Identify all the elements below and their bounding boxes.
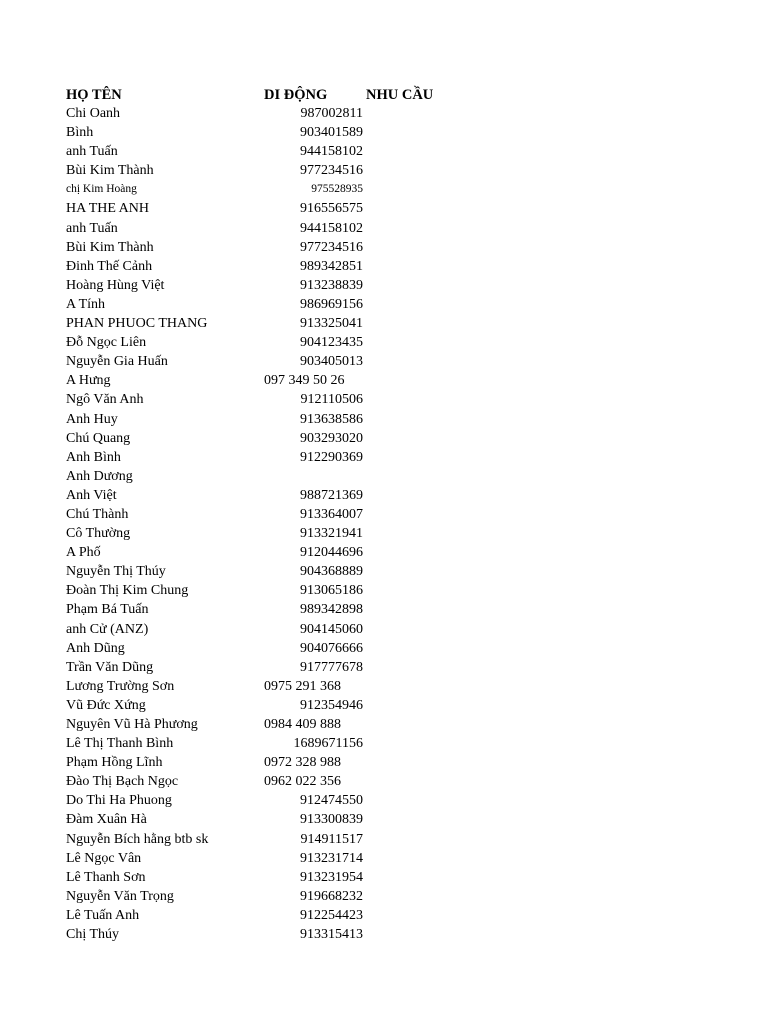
- table-row: [0, 581, 768, 600]
- table-row: [0, 849, 768, 868]
- table-row: [0, 238, 768, 257]
- contact-name: Chị Thúy: [66, 927, 120, 943]
- contact-name: Ngô Văn Anh: [66, 392, 144, 408]
- contact-phone: 912110506: [300, 392, 363, 408]
- table-row: [0, 734, 768, 753]
- table-row: [0, 543, 768, 562]
- contact-phone: 989342898: [300, 602, 363, 618]
- contact-name: A Tính: [66, 296, 106, 312]
- contact-name: Vũ Đức Xứng: [66, 697, 146, 713]
- table-row: [0, 276, 768, 295]
- contact-phone: 903293020: [300, 430, 363, 446]
- table-row: [0, 639, 768, 658]
- contact-phone: 903401589: [300, 125, 363, 141]
- table-row: [0, 772, 768, 791]
- contact-name: Lê Tuấn Anh: [66, 907, 140, 923]
- table-row: [0, 696, 768, 715]
- contact-name: Đào Thị Bạch Ngọc: [66, 774, 179, 790]
- contact-name: Anh Việt: [66, 487, 117, 503]
- table-row: [0, 142, 768, 161]
- contact-phone: 975528935: [311, 183, 363, 196]
- table-row: [0, 925, 768, 944]
- contact-phone: 0984 409 888: [264, 717, 341, 732]
- contact-phone: 1689671156: [293, 736, 363, 752]
- table-row: [0, 486, 768, 505]
- contact-name: Đỗ Ngọc Liên: [66, 335, 147, 351]
- contact-name: Phạm Bá Tuấn: [66, 602, 149, 618]
- table-row: [0, 199, 768, 218]
- contact-phone: 913325041: [300, 316, 363, 332]
- contact-name: Nguyễn Văn Trọng: [66, 888, 174, 904]
- table-row: [0, 505, 768, 524]
- contact-phone: 914911517: [300, 831, 363, 847]
- contact-name: Bùi Kim Thành: [66, 239, 154, 255]
- contact-name: Bình: [66, 125, 94, 141]
- contact-phone: 944158102: [300, 144, 363, 160]
- contact-phone: 916556575: [300, 201, 363, 217]
- contact-phone: 097 349 50 26: [264, 373, 345, 389]
- contact-phone: 0972 328 988: [264, 755, 341, 771]
- contact-name: Chú Thành: [66, 506, 129, 522]
- table-row: [0, 104, 768, 123]
- table-row: [0, 887, 768, 906]
- contact-phone: 913231714: [300, 850, 363, 866]
- table-row: [0, 429, 768, 448]
- contact-name: Nguyễn Gia Huấn: [66, 354, 168, 370]
- table-row: [0, 906, 768, 925]
- contact-name: Bùi Kim Thành: [66, 163, 154, 179]
- contact-phone: 977234516: [300, 239, 363, 255]
- contact-phone: 987002811: [300, 106, 363, 121]
- table-row: [0, 161, 768, 180]
- contact-name: Anh Dương: [66, 468, 133, 484]
- contact-phone: 919668232: [300, 888, 363, 904]
- contact-name: anh Tuấn: [66, 144, 118, 160]
- table-row: [0, 219, 768, 238]
- contact-phone: 913638586: [300, 411, 363, 427]
- table-row: [0, 352, 768, 371]
- table-row: [0, 753, 768, 772]
- contact-phone: 986969156: [300, 296, 363, 312]
- column-header-need: NHU CẦU: [366, 87, 434, 103]
- contact-name: Trần Văn Dũng: [66, 659, 154, 675]
- table-row: [0, 257, 768, 276]
- contact-phone: 913238839: [300, 277, 363, 293]
- contact-list: [0, 104, 768, 944]
- contact-name: Chi Oanh: [66, 106, 121, 121]
- column-header-name: HỌ TÊN: [66, 87, 122, 103]
- contact-name: HA THE ANH: [66, 201, 149, 217]
- contact-name: Nguyễn Thị Thúy: [66, 564, 166, 580]
- contact-phone: 913315413: [300, 927, 363, 943]
- contact-phone: 0962 022 356: [264, 774, 341, 790]
- table-row: [0, 524, 768, 543]
- contact-name: A Phố: [66, 545, 101, 561]
- table-row: [0, 677, 768, 696]
- table-row: [0, 830, 768, 849]
- column-header-phone: DI ĐỘNG: [264, 87, 328, 103]
- table-row: [0, 314, 768, 333]
- contact-phone: 913364007: [300, 506, 363, 522]
- table-row: [0, 180, 768, 199]
- contact-phone: 989342851: [300, 258, 363, 274]
- table-row: [0, 715, 768, 734]
- table-row: [0, 371, 768, 390]
- contact-name: Anh Dũng: [66, 640, 125, 656]
- table-row: [0, 600, 768, 619]
- contact-phone: 904123435: [300, 335, 363, 351]
- table-row: [0, 448, 768, 467]
- contact-phone: 912290369: [300, 449, 363, 465]
- contact-name: PHAN PHUOC THANG: [66, 316, 208, 332]
- contact-phone: 0975 291 368: [264, 678, 341, 694]
- contact-name: chị Kim Hoàng: [66, 183, 137, 196]
- contact-phone: 944158102: [300, 220, 363, 236]
- contact-phone: 904076666: [300, 640, 363, 656]
- contact-name: Anh Bình: [66, 449, 121, 465]
- contact-phone: 903405013: [300, 354, 363, 370]
- contact-name: Nguyễn Bích hằng btb sk: [66, 831, 209, 847]
- contact-name: Đàm Xuân Hà: [66, 812, 147, 828]
- contact-phone: 913300839: [300, 812, 363, 828]
- contact-name: Anh Huy: [66, 411, 118, 427]
- table-row: [0, 620, 768, 639]
- contact-name: Đoàn Thị Kim Chung: [66, 583, 189, 599]
- contact-phone: 988721369: [300, 487, 363, 503]
- contact-name: Lê Ngọc Vân: [66, 850, 142, 866]
- table-row: [0, 868, 768, 887]
- table-row: [0, 658, 768, 677]
- contact-phone: 912044696: [300, 545, 363, 561]
- contact-name: Phạm Hồng Lĩnh: [66, 755, 163, 771]
- contact-phone: 912254423: [300, 907, 363, 923]
- contact-phone: 912354946: [300, 697, 363, 713]
- contact-phone: 913065186: [300, 583, 363, 599]
- contact-name: Đinh Thế Cảnh: [66, 258, 153, 274]
- contact-name: Lê Thanh Sơn: [66, 869, 146, 885]
- table-row: [0, 791, 768, 810]
- contact-name: Do Thi Ha Phuong: [66, 793, 172, 809]
- table-row: [0, 467, 768, 486]
- table-row: [0, 123, 768, 142]
- table-row: [0, 295, 768, 314]
- contact-name: anh Tuấn: [66, 220, 118, 236]
- contact-name: Hoàng Hùng Việt: [66, 277, 165, 293]
- table-row: [0, 562, 768, 581]
- contact-name: Nguyên Vũ Hà Phương: [66, 717, 198, 732]
- table-row: [0, 390, 768, 409]
- contact-phone: 904368889: [300, 564, 363, 580]
- table-row: [0, 333, 768, 352]
- contact-name: A Hưng: [66, 373, 111, 389]
- contact-phone: 913321941: [300, 526, 363, 542]
- contact-phone: 977234516: [300, 163, 363, 179]
- contact-phone: 913231954: [300, 869, 363, 885]
- contact-name: Lương Trường Sơn: [66, 678, 175, 694]
- contact-name: anh Cử (ANZ): [66, 621, 149, 637]
- contact-phone: 904145060: [300, 621, 363, 637]
- table-row: [0, 810, 768, 829]
- contact-phone: 912474550: [300, 793, 363, 809]
- contact-name: Chú Quang: [66, 430, 131, 446]
- table-row: [0, 410, 768, 429]
- contact-name: Lê Thị Thanh Bình: [66, 736, 174, 752]
- contact-name: Cô Thường: [66, 526, 131, 542]
- contact-phone: 917777678: [300, 659, 363, 675]
